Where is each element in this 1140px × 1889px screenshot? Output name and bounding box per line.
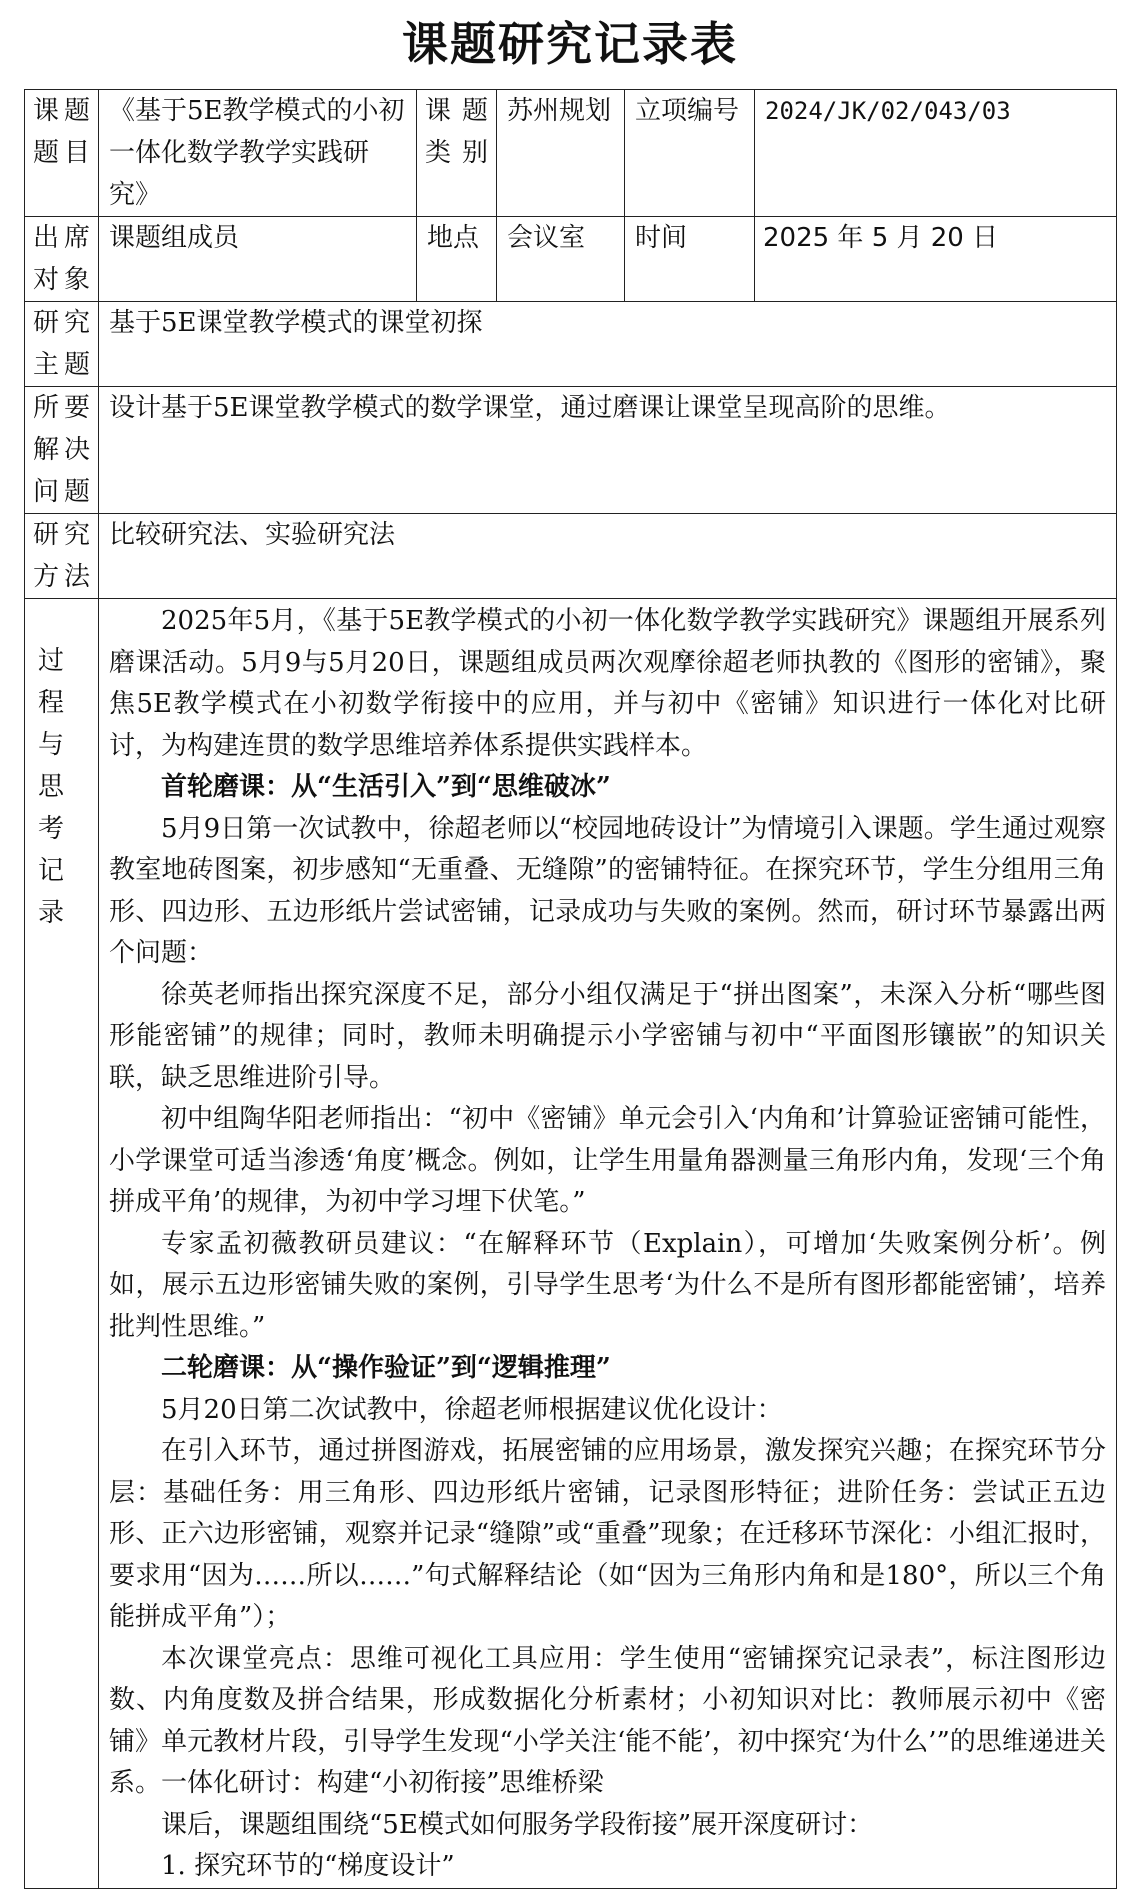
- process-paragraph: 2025年5月，《基于5E教学模式的小初一体化数学教学实践研究》课题组开展系列磨课活动。5月9与5月20日，课题组成员两次观摩徐超老师执教的《图形的密铺》，聚焦5E教学模式在小初数学衔接中的应用，并与初中《密铺》知识进行一体化对比研讨，为构建连贯的数学思维培养体系提供实践样本。: [109, 606, 1106, 761]
- row-method: [25, 514, 1117, 599]
- process-label-char: 过: [38, 646, 65, 676]
- process-paragraph: 本次课堂亮点：思维可视化工具应用：学生使用“密铺探究记录表”，标注图形边数、内角度数及拼合结果，形成数据化分析素材；小初知识对比：教师展示初中《密铺》单元教材片段，引导学生发现“小学关注‘能不能’，初中探究‘为什么’”的思维递进关系。一体化研讨：构建“小初衔接”思维桥梁: [109, 1643, 1106, 1798]
- row-problem: [25, 387, 1117, 514]
- location-label: 地点: [417, 217, 497, 302]
- process-label-char: 记: [38, 856, 65, 886]
- process-paragraph: 徐英老师指出探究深度不足，部分小组仅满足于“拼出图案”，未深入分析“哪些图形能密铺”的规律；同时，教师未明确提示小学密铺与初中“平面图形镶嵌”的知识关联，缺乏思维进阶引导。: [109, 979, 1106, 1093]
- category-value: 苏州规划: [497, 90, 625, 217]
- project-no-value: 2024/JK/02/043/03: [755, 90, 1117, 217]
- process-paragraph: 5月20日第二次试教中，徐超老师根据建议优化设计：: [161, 1394, 783, 1425]
- page-title: 课题研究记录表: [402, 17, 738, 71]
- process-paragraph: 专家孟初薇教研员建议：“在解释环节（Explain），可增加‘失败案例分析’。例如，展示五边形密铺失败的案例，引导学生思考‘为什么不是所有图形都能密铺’，培养批判性思维。”: [109, 1228, 1106, 1342]
- project-no-label: 立项编号: [625, 90, 755, 217]
- row-topic: [25, 90, 1117, 217]
- attendees-label: 出席对象: [25, 217, 99, 302]
- process-paragraph: 初中组陶华阳老师指出：“初中《密铺》单元会引入‘内角和’计算验证密铺可能性，小学课堂可适当渗透‘角度’概念。例如，让学生用量角器测量三角形内角，发现‘三个角拼成平角’的规律，为初中学习埋下伏笔。”: [109, 1104, 1106, 1217]
- process-record: [99, 599, 1117, 1889]
- row-theme: [25, 302, 1117, 387]
- topic-label: 课题题目: [25, 90, 99, 217]
- theme-value: 基于5E课堂教学模式的课堂初探: [99, 302, 1117, 387]
- row-attendees: [25, 217, 1117, 302]
- round2-heading: 二轮磨课：从“操作验证”到“逻辑推理”: [161, 1353, 611, 1383]
- process-paragraph: 课后，课题组围绕“5E模式如何服务学段衔接”展开深度研讨：: [161, 1809, 874, 1840]
- process-label-char: 考: [38, 814, 65, 844]
- category-label: 课题类别: [417, 90, 497, 217]
- time-label: 时间: [625, 217, 755, 302]
- method-value: 比较研究法、实验研究法: [99, 514, 1117, 599]
- process-label-char: 与: [38, 730, 65, 760]
- topic-value: 《基于5E教学模式的小初一体化数学教学实践研究》: [99, 90, 417, 217]
- method-label: 研究方法: [25, 514, 99, 599]
- round1-heading: 首轮磨课：从“生活引入”到“思维破冰”: [161, 772, 611, 802]
- attendees-value: 课题组成员: [99, 217, 417, 302]
- row-process: [25, 599, 1117, 1889]
- problem-value: 设计基于5E课堂教学模式的数学课堂，通过磨课让课堂呈现高阶的思维。: [99, 387, 1117, 514]
- theme-label: 研究主题: [25, 302, 99, 387]
- process-label-char: 思: [38, 772, 65, 802]
- process-paragraph: 5月9日第一次试教中，徐超老师以“校园地砖设计”为情境引入课题。学生通过观察教室地砖图案，初步感知“无重叠、无缝隙”的密铺特征。在探究环节，学生分组用三角形、四边形、五边形纸片尝试密铺，记录成功与失败的案例。然而，研讨环节暴露出两个问题：: [109, 813, 1106, 968]
- process-label-char: 录: [38, 898, 65, 928]
- process-label: [38, 640, 68, 934]
- problem-label: 所要解决问题: [25, 387, 99, 514]
- process-paragraph: 在引入环节，通过拼图游戏，拓展密铺的应用场景，激发探究兴趣；在探究环节分层：基础任务：用三角形、四边形纸片密铺，记录图形特征；进阶任务：尝试正五边形、正六边形密铺，观察并记录“缝隙”或“重叠”现象；在迁移环节深化：小组汇报时，要求用“因为……所以……”句式解释结论（如“因为三角形内角和是180°，所以三个角能拼成平角”）；: [109, 1436, 1106, 1632]
- time-value: 2025 年 5 月 20 日: [755, 217, 1117, 302]
- process-label-char: 程: [38, 688, 65, 718]
- record-table: [24, 89, 1117, 1889]
- process-paragraph: 1. 探究环节的“梯度设计”: [161, 1851, 455, 1881]
- location-value: 会议室: [497, 217, 625, 302]
